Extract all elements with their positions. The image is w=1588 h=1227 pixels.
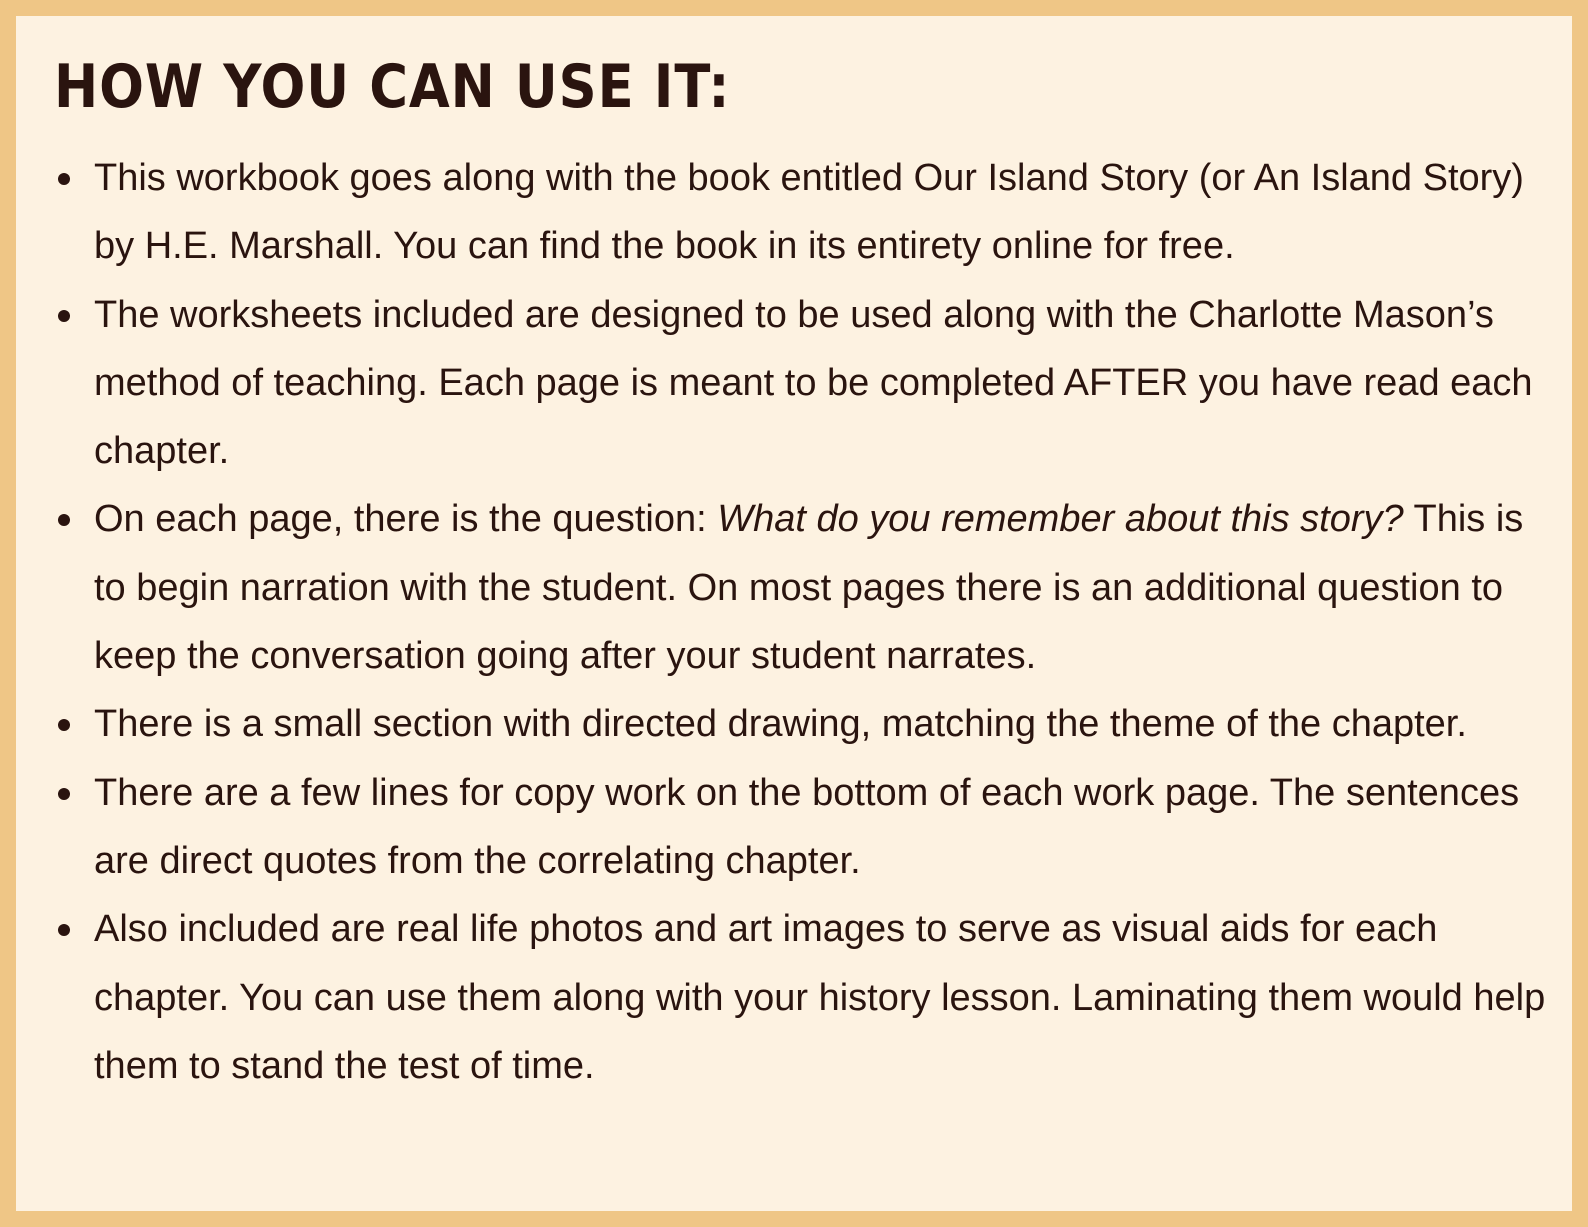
list-item-text: The worksheets included are designed to be used along with the Charlotte Mason’s method of teaching. Each page is meant to be completed AFTER you have read each chapter. bbox=[94, 293, 1533, 473]
list-item-text-after: This is to begin narration with the student. On most pages there is an additional question to keep the conversation going after your student narrates. bbox=[94, 498, 1524, 678]
list-item-text: There is a small section with directed drawing, matching the theme of the chapter. bbox=[94, 703, 1467, 746]
info-panel bbox=[16, 16, 1572, 1211]
page-title: HOW YOU CAN USE IT: bbox=[54, 52, 731, 122]
list-item-text-before: On each page, there is the question: bbox=[94, 498, 718, 541]
narration-question: What do you remember about this story? bbox=[717, 498, 1404, 541]
bullet-icon bbox=[58, 719, 70, 731]
list-item bbox=[52, 281, 1552, 486]
list-item bbox=[52, 690, 1552, 758]
list-item-text: This workbook goes along with the book entitled Our Island Story (or An Island Story) by H.E. Marshall. You can find the book in its entirety online for free. bbox=[94, 157, 1524, 268]
list-item-text: There are a few lines for copy work on the bottom of each work page. The sentences are direct quotes from the correlating chapter. bbox=[94, 771, 1520, 882]
list-item bbox=[52, 485, 1552, 690]
bullet-icon bbox=[58, 514, 70, 526]
list-item bbox=[52, 144, 1552, 281]
usage-list bbox=[52, 144, 1552, 1100]
bullet-icon bbox=[58, 173, 70, 185]
bullet-icon bbox=[58, 310, 70, 322]
list-item bbox=[52, 759, 1552, 896]
bullet-icon bbox=[58, 788, 70, 800]
bullet-icon bbox=[58, 924, 70, 936]
list-item bbox=[52, 895, 1552, 1100]
list-item-text: Also included are real life photos and art images to serve as visual aids for each chapter. You can use them along with your history lesson. Laminating them would help them to stand the test of time. bbox=[94, 908, 1546, 1087]
